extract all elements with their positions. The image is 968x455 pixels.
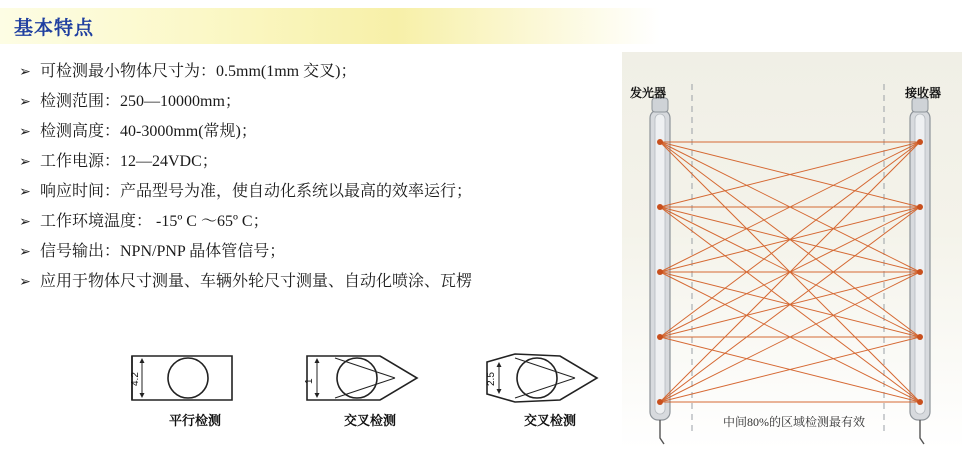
list-item-text: 信号输出：NPN/PNP 晶体管信号； (40, 243, 286, 260)
list-item (10, 270, 610, 293)
bullet-arrow-icon: ➢ (19, 213, 31, 229)
page-title: 基本特点 (14, 18, 95, 39)
list-item (10, 180, 610, 203)
feature-list (10, 60, 610, 300)
list-item (10, 210, 610, 233)
detection-diagrams (120, 348, 620, 448)
bullet-arrow-icon: ➢ (19, 273, 31, 289)
detection-caption: 交叉检测 (523, 413, 576, 428)
list-item-text: 工作电源：12—24VDC； (40, 153, 218, 170)
list-item-text: 工作环境温度： -15º C ～65º C； (40, 213, 269, 230)
bullet-arrow-icon: ➢ (19, 183, 31, 199)
bullet-arrow-icon: ➢ (19, 153, 31, 169)
light-curtain-diagram (622, 52, 962, 450)
bullet-arrow-icon: ➢ (19, 93, 31, 109)
receiver-label: 接收器 (905, 86, 942, 100)
effective-area-note: 中间80%的区域检测最有效 (723, 415, 865, 429)
list-item-text: 应用于物体尺寸测量、车辆外轮尺寸测量、自动化喷涂、瓦楞 (40, 273, 473, 290)
bullet-arrow-icon: ➢ (19, 63, 31, 79)
detection-value: 4.2 (130, 372, 141, 386)
cross-detection-icon (475, 348, 625, 408)
list-item (10, 240, 610, 263)
list-item-text: 可检测最小物体尺寸为：0.5mm(1mm 交叉)； (40, 63, 357, 80)
beam-illustration-panel (622, 52, 962, 450)
list-item-text: 检测高度：40-3000mm(常规)； (40, 123, 257, 140)
cross-detection-icon (295, 348, 445, 408)
list-item-text: 响应时间：产品型号为准，使自动化系统以最高的效率运行； (40, 183, 473, 200)
detection-diagram-parallel (120, 348, 270, 428)
bullet-arrow-icon: ➢ (19, 123, 31, 139)
detection-diagram-cross-1 (295, 348, 445, 428)
bullet-arrow-icon: ➢ (19, 243, 31, 259)
detection-caption: 交叉检测 (343, 413, 396, 428)
list-item (10, 60, 610, 83)
detection-diagram-cross-2 (475, 348, 625, 428)
emitter-label: 发光器 (630, 86, 667, 100)
detection-caption: 平行检测 (168, 413, 221, 428)
detection-value: 2.5 (486, 372, 497, 386)
list-item (10, 150, 610, 173)
beam-lines (660, 142, 920, 402)
list-item-text: 检测范围：250—10000mm； (40, 93, 241, 110)
list-item (10, 90, 610, 113)
parallel-detection-icon (120, 348, 270, 408)
header-banner (0, 8, 660, 44)
detection-value: 1 (304, 378, 315, 384)
list-item (10, 120, 610, 143)
